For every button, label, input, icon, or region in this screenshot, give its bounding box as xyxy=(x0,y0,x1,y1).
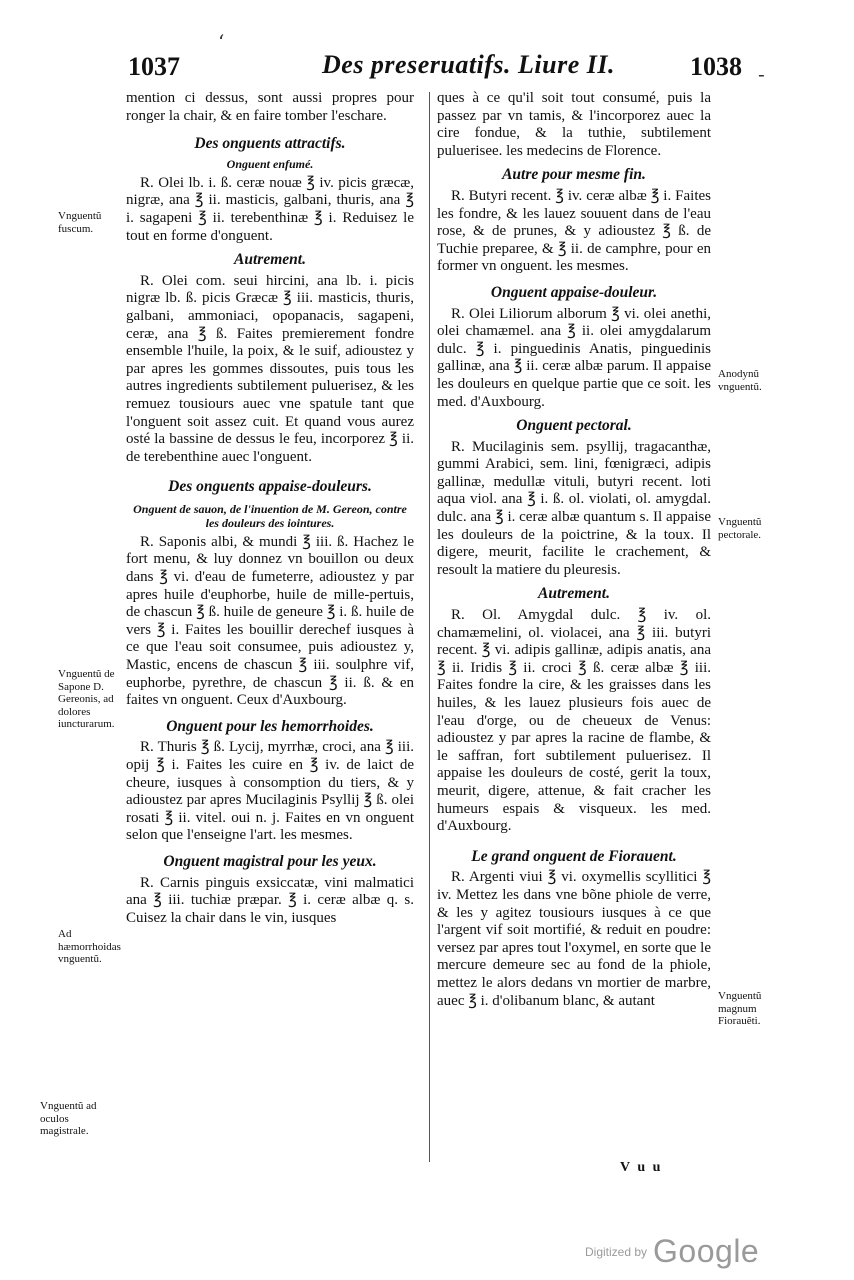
subheading: Onguent enfumé. xyxy=(226,156,314,171)
paragraph: ques à ce qu'il soit tout consumé, puis la passez par vn tamis, & l'incorporez auec la cire fondue, & la tuthie, subtilement puluerisee. les medecins de Florence. xyxy=(437,90,711,159)
section-heading: Des onguents appaise-douleurs. xyxy=(168,478,372,496)
margin-note-fioraventi: Vnguentũ magnum Fiorauẽti. xyxy=(718,990,762,1027)
section-heading: Autrement. xyxy=(234,251,306,269)
watermark-brand: Google xyxy=(653,1233,760,1269)
section-heading: Autre pour mesme fin. xyxy=(502,166,646,184)
paragraph: R. Olei lb. i. ß. ceræ nouæ ℥ iv. picis græcæ, nigræ, ana ℥ ii. masticis, galbani, thuris, ana ℥ i. sagapeni ℥ ii. terebenthinæ ℥ i. Reduisez le tout en forme d'onguent. xyxy=(126,174,414,244)
paragraph: R. Olei com. seui hircini, ana lb. i. picis nigræ lb. ß. picis Græcæ ℥ iii. masticis, thuris, galbani, ammoniaci, opopanacis, sagapeni, ceræ, ana ℥ ß. Faites premierement fondre ensemble l'huile, la poix, & le suif, adioustez y par apres les gommes dissoutes, puis tous les autres ingredients subtilement puluerisez, & les remuez tousiours auec vne spatule tant que l'onguent soit assez cuit. Et quand vous aurez osté la bassine de dessus le feu, incorporez ℥ ii. de terebenthine auec l'onguent. xyxy=(126,272,414,465)
margin-note-fuscum: Vnguentũ fuscum. xyxy=(58,210,102,235)
paragraph: mention ci dessus, sont aussi propres pour ronger la chair, & en faire tomber l'eschare. xyxy=(126,90,414,124)
right-column xyxy=(437,90,711,1010)
section-heading: Autrement. xyxy=(538,585,610,603)
quire-signature: V u u xyxy=(620,1160,663,1175)
running-title: Des preseruatifs. Liure II. xyxy=(322,50,616,79)
margin-note-sapone: Vnguentũ de Sapone D. Gereonis, ad dolores iuncturarum. xyxy=(58,668,115,730)
page-number-left: 1037 xyxy=(128,52,180,81)
section-heading: Des onguents attractifs. xyxy=(194,135,346,153)
page-number-right: 1038 xyxy=(690,52,742,81)
ink-mark: ʻ xyxy=(218,30,225,54)
column-divider xyxy=(429,92,430,1162)
section-heading: Onguent pour les hemorrhoides. xyxy=(166,717,374,735)
margin-note-haemorrhoidas: Ad hæmorrhoidas vnguentũ. xyxy=(58,928,121,965)
paragraph: R. Thuris ℥ ß. Lycij, myrrhæ, croci, ana ℥ iii. opij ℥ i. Faites les cuire en ℥ iv. de laict de cheure, iusques à consomption du tiers, & y adioustez par apres Mucilaginis Psyllij ℥ ß. olei rosati ℥ ii. vitel. oui n. j. Faites en vn onguent selon que l'enseigne l'art. les mesmes. xyxy=(126,739,414,844)
section-heading: Le grand onguent de Fiorauent. xyxy=(471,847,677,865)
ink-mark: - xyxy=(758,62,765,86)
paragraph: R. Butyri recent. ℥ iv. ceræ albæ ℥ i. Faites les fondre, & les lauez souuent dans de l'eau rose, & de prunes, & y adioustez ℥ ß. de Tuchie preparee, & ℥ ii. de camphre, pour en former vn onguent. les mesmes. xyxy=(437,187,711,275)
paragraph: R. Carnis pinguis exsiccatæ, vini malmatici ana ℥ iii. tuchiæ præpar. ℥ i. ceræ albæ q. s. Cuisez la chair dans le vin, iusques xyxy=(126,874,414,926)
paragraph: R. Argenti viui ℥ vi. oxymellis scyllitici ℥ iv. Mettez les dans vne bõne phiole de verre, & les y agitez tousiours iusques à ce que l'argent vif soit mortifié, & reduit en poudre: versez par apres tout l'oxymel, en sorte que le mercure demeure sec au fond de la phiole, mettez le alors dedans vn mortier de marbre, auec ℥ i. d'olibanum blanc, & autant xyxy=(437,869,711,1009)
paragraph: R. Ol. Amygdal dulc. ℥ iv. ol. chamæmelini, ol. violacei, ana ℥ iii. butyri recent. ℥ vi. adipis gallinæ, adipis anatis, ana ℥ ii. Iridis ℥ ii. croci ℥ ß. ceræ albæ ℥ iii. Faites fondre la cire, & les graisses dans les huiles, & les lauez plusieurs fois auec de l'eau d'orge, ou de cheueux de Venus: adioustez y par apres la racine de flambe, & le saffran, fort subtilement puluerisez. Il appaise les douleurs de costé, gerit la toux, meurit, digere, attenue, & fait cracher les humeurs espais & visqueux. les med. d'Auxbourg. xyxy=(437,607,711,835)
margin-note-pectorale: Vnguentũ pectorale. xyxy=(718,516,762,541)
paragraph: R. Olei Liliorum alborum ℥ vi. olei anethi, olei chamæmel. ana ℥ ii. olei amygdalarum dulc. ℥ i. pinguedinis Anatis, pinguedinis gallinæ, ana ℥ ii. ceræ albæ parum. Il appaise les douleurs en quelque partie que ce soit. les med. d'Auxbourg. xyxy=(437,305,711,410)
section-heading: Onguent appaise-douleur. xyxy=(490,283,658,301)
google-watermark xyxy=(585,1233,759,1270)
margin-note-oculos: Vnguentũ ad oculos magistrale. xyxy=(40,1100,97,1137)
section-heading: Onguent magistral pour les yeux. xyxy=(163,852,377,870)
subheading: Onguent de sauon, de l'inuention de M. Gereon, contre les douleurs des iointures. xyxy=(133,501,407,530)
section-heading: Onguent pectoral. xyxy=(516,417,632,435)
paragraph: R. Saponis albi, & mundi ℥ iii. ß. Hachez le fort menu, & luy donnez vn bouillon ou deux dans ℥ vi. d'eau de fumeterre, adioustez y par apres huile d'euphorbe, huile de mille-pertuis, de chascun ℥ ß. huile de geneure ℥ i. ß. huile de vers ℥ i. Faites les bouillir derechef iusques à ce que l'eau soit consumee, puis adioustez y, Mastic, encens de chascun ℥ iii. soulphre vif, euphorbe, pyrethre, de chascun ℥ ii. ß. & en faites vn onguent. Ceux d'Auxbourg. xyxy=(126,533,414,709)
watermark-prefix: Digitized by xyxy=(585,1245,648,1259)
paragraph: R. Mucilaginis sem. psyllij, tragacanthæ, gummi Arabici, sem. lini, fœnigræci, adipis gallinæ, medullæ vituli, butyri recent. loti aqua viol. ana ℥ i. ß. ol. violati, ol. amygdal. dulc. ana ℥ i. ceræ albæ quantum s. Il appaise les douleurs de la poictrine, & la toux. Il digere, meurit, facilite le crachement, & resoult la matiere du pleuresis. xyxy=(437,438,711,578)
margin-note-anodynum: Anodynũ vnguentũ. xyxy=(718,368,762,393)
left-column xyxy=(126,90,414,927)
